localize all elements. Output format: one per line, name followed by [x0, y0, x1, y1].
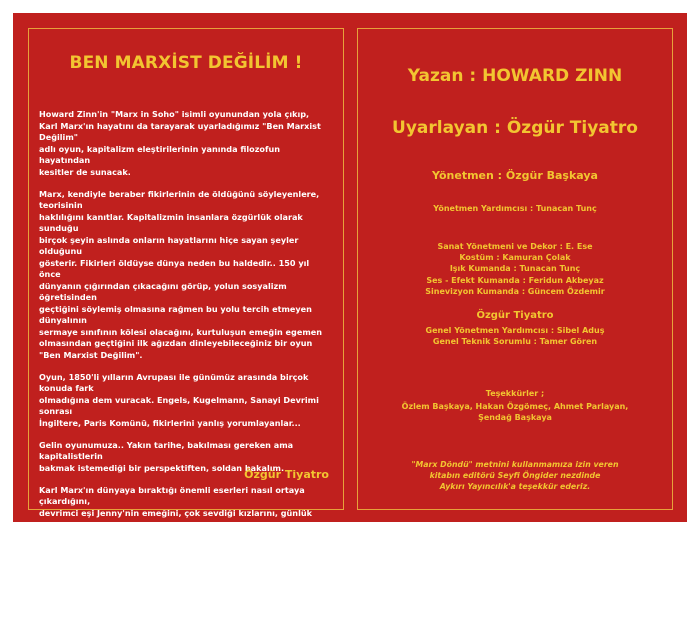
signature: Özgür Tiyatro — [244, 468, 329, 481]
text-line: geçtiğini söylemiş olmasına rağmen bu yolu tercih etmeyen dünyalının — [39, 303, 312, 325]
play-description — [39, 109, 333, 621]
text-line: çektiği tüm zorlukları bu kez Soho'dan değil, Anadolu'dan beraber — [39, 530, 303, 552]
text-line: kesitler de sunacak. — [39, 166, 131, 177]
right-panel — [357, 28, 673, 510]
credit-line: Genel Yönetmen Yardımcısı : Sibel Aduş — [425, 326, 605, 335]
assistant-director-line: Yönetmen Yardımcısı : Tunacan Tunç — [433, 204, 597, 213]
thanks-heading: Teşekkürler ; — [485, 389, 545, 398]
text-line: haklılığını kanıtlar. Kapitalizmin insanlara özgürlük olarak sunduğu — [39, 211, 303, 233]
text-line: bakmak istemediği bir perspektiften, soldan bakalım. — [39, 462, 285, 473]
play-title: BEN MARXİST DEĞİLİM ! — [69, 53, 303, 73]
credit-line: Sanat Yönetmeni ve Dekor : E. Ese — [437, 242, 593, 251]
note-line: "Marx Döndü" metnini kullanmamıza izin veren — [411, 460, 619, 469]
paragraph — [39, 189, 333, 362]
text-line: olmasından geçtiğini ilk ağızdan dinleyebileceğiniz bir oyun — [39, 338, 313, 348]
text-line: olmadığına dem vuracak. Engels, Kugelmann, Sanayi Devrimi sonrası — [39, 394, 319, 416]
author-line: Yazan : HOWARD ZINN — [407, 66, 623, 86]
credit-line: Genel Teknik Sorumlu : Tamer Gören — [432, 337, 598, 347]
paragraph — [39, 485, 333, 566]
text-line: İngiltere, Paris Komünü, fikirlerini yanlış yorumlayanlar... — [39, 417, 301, 428]
credit-line: Ses - Efekt Kumanda : Feridun Akbeyaz — [426, 275, 604, 285]
thanks-line: Özlem Başkaya, Hakan Özgömeç, Ahmet Parlayan, — [401, 402, 629, 411]
director-line: Yönetmen : Özgür Başkaya — [432, 169, 598, 182]
text-line: Gelin oyunumuza.. Yakın tarihe, bakılması gereken ama kapitalistlerin — [39, 439, 294, 461]
left-panel — [28, 28, 344, 609]
group-name: Özgür Tiyatro — [476, 310, 554, 321]
program-sheet — [13, 13, 687, 609]
text-line: gözlemleyelim. — [39, 553, 108, 564]
text-line: Marx, kendiyle beraber fikirlerinin de öldüğünü söyleyenlere, teorisinin — [39, 188, 320, 210]
text-line: dünyanın çığırından çıkacağını görüp, yolun sosyalizm öğretisinden — [39, 280, 287, 302]
text-line: Karl Marx'ın dünyaya bıraktığı önemli eserleri nasıl ortaya çıkardığını, — [39, 484, 305, 506]
text-line: "Ben Marxist Değilim". — [39, 349, 143, 360]
text-line: gösterir. Fikirleri öldüyse dünya neden bu haldedir.. 150 yıl önce — [39, 257, 310, 279]
adaptation-line: Uyarlayan : Özgür Tiyatro — [392, 118, 638, 138]
text-line: sermaye sınıfının kölesi olacağını, kurtuluşun emeğin egemen — [39, 326, 323, 337]
text-line: Oyun, 1850'li yılların Avrupası ile günümüz arasında birçok konuda fark — [39, 371, 309, 393]
text-line: birçok şeyin aslında onların hayatlarını hiçe sayan şeyler olduğunu — [39, 234, 299, 256]
thanks-list — [358, 401, 672, 423]
general-credits — [358, 325, 672, 347]
acknowledgement-note — [358, 459, 672, 492]
paragraph — [39, 372, 333, 430]
paragraph — [39, 576, 333, 611]
text-line: etkisini nasıl göremediğimizi ihtiyar Marx anlatsın bizlere... — [39, 598, 312, 609]
text-line: adlı oyun, kapitalizm eleştirilerinin yanında filozofun hayatından — [39, 143, 281, 165]
text-line: devrimci eşi Jenny'nin emeğini, çok sevdiği kızlarını, günlük yaşamını, — [39, 507, 312, 529]
text-line: Karl Marx'ın hayatını da tarayarak uyarladığımız "Ben Marxist Değilim" — [39, 120, 321, 142]
note-line: Aykırı Yayıncılık'a teşekkür ederiz. — [439, 482, 591, 491]
credit-line: Kostüm : Kamuran Çolak — [459, 253, 571, 263]
thanks-line: Şendağ Başkaya — [478, 413, 552, 423]
paragraph — [39, 109, 333, 178]
text-line: Howard Zinn'in "Marx in Soho" isimli oyunundan yola çıkıp, — [39, 109, 310, 119]
crew-credits — [358, 241, 672, 297]
text-line: Paranın her şeyi nasıl karşıtına dönüştürdüğünü, hayatlarımızda bunun — [39, 575, 263, 597]
note-line: kitabın editörü Seyfi Öngider nezdinde — [429, 471, 601, 480]
credit-line: Sinevizyon Kumanda : Güncem Özdemir — [425, 286, 605, 296]
credit-line: Işık Kumanda : Tunacan Tunç — [449, 264, 581, 274]
